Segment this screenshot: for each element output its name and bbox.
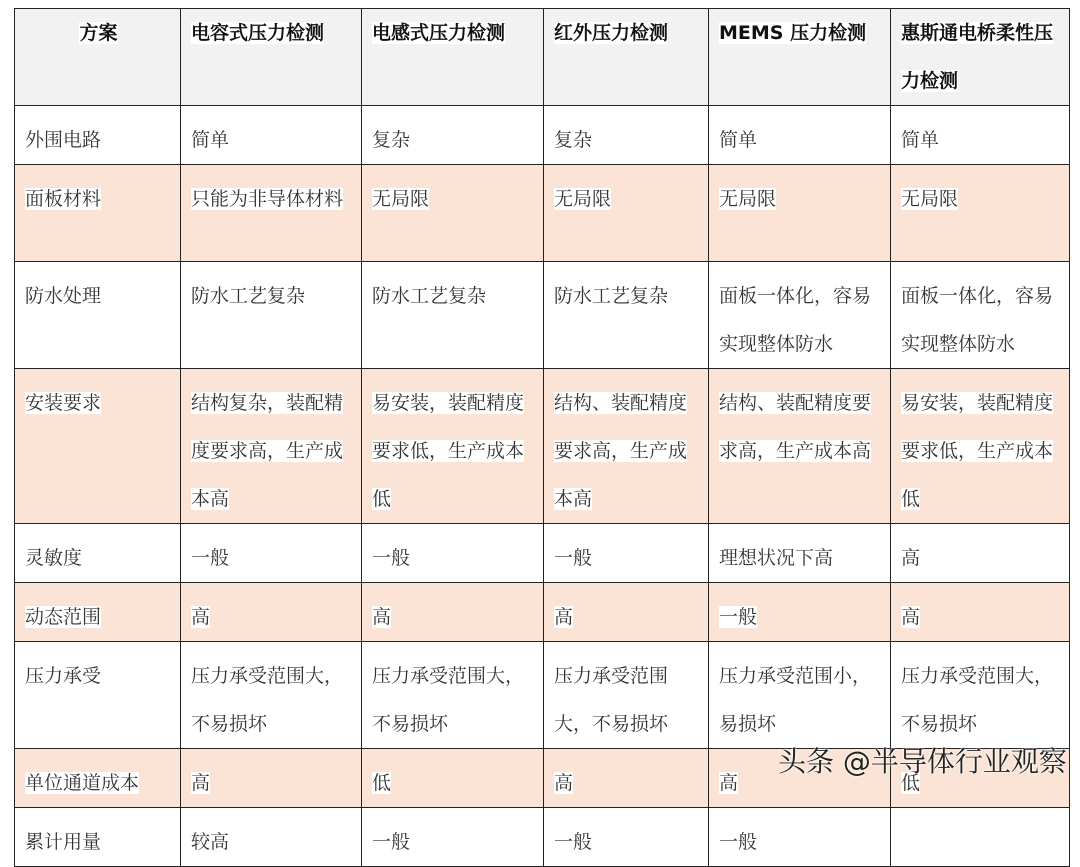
cell-text: 一般 bbox=[191, 547, 230, 569]
table-cell bbox=[891, 642, 1070, 749]
cell-text: 无局限 bbox=[554, 188, 612, 210]
cell-text: 复杂 bbox=[372, 129, 411, 151]
table-cell bbox=[181, 106, 362, 165]
table-cell bbox=[709, 165, 891, 262]
cell-text: 外围电路 bbox=[25, 129, 102, 151]
row-label-cell bbox=[15, 808, 181, 867]
table-cell bbox=[891, 165, 1070, 262]
table-row bbox=[15, 369, 1070, 524]
comparison-table bbox=[14, 8, 1070, 867]
cell-text: 高 bbox=[719, 772, 739, 794]
cell-text: 结构、装配精度要求高，生产成本高 bbox=[554, 392, 688, 510]
row-label-cell bbox=[15, 262, 181, 369]
table-cell bbox=[709, 642, 891, 749]
row-label-cell bbox=[15, 642, 181, 749]
cell-text: 一般 bbox=[554, 831, 593, 853]
cell-text: 电容式压力检测 bbox=[191, 22, 325, 44]
cell-text: 高 bbox=[901, 606, 921, 628]
table-row bbox=[15, 106, 1070, 165]
cell-text: 易安装，装配精度要求低，生产成本低 bbox=[901, 392, 1054, 510]
cell-text: 方案 bbox=[79, 22, 118, 44]
table-cell bbox=[181, 642, 362, 749]
table-cell bbox=[362, 524, 544, 583]
cell-text: 面板一体化，容易实现整体防水 bbox=[901, 285, 1054, 355]
header-cell bbox=[709, 9, 891, 106]
cell-text: 一般 bbox=[719, 606, 758, 628]
table-row bbox=[15, 262, 1070, 369]
cell-text: 压力承受范围大，不易损坏 bbox=[901, 665, 1054, 735]
cell-text: 简单 bbox=[191, 129, 230, 151]
cell-text: 简单 bbox=[719, 129, 758, 151]
table-cell bbox=[181, 749, 362, 808]
cell-text: 灵敏度 bbox=[25, 547, 83, 569]
cell-text: 安装要求 bbox=[25, 392, 102, 414]
table-cell bbox=[544, 165, 709, 262]
cell-text: 结构、装配精度要求高，生产成本高 bbox=[719, 392, 872, 462]
table-cell bbox=[362, 262, 544, 369]
cell-text: 面板材料 bbox=[25, 188, 102, 210]
cell-text: 单位通道成本 bbox=[25, 772, 140, 794]
cell-text: 压力承受 bbox=[25, 665, 102, 687]
cell-text: 无局限 bbox=[901, 188, 959, 210]
table-cell bbox=[709, 106, 891, 165]
table-cell bbox=[181, 369, 362, 524]
cell-text: 红外压力检测 bbox=[554, 22, 669, 44]
cell-text: 防水处理 bbox=[25, 285, 102, 307]
header-cell bbox=[891, 9, 1070, 106]
cell-text: 防水工艺复杂 bbox=[554, 285, 669, 307]
table-cell bbox=[544, 808, 709, 867]
table-row bbox=[15, 642, 1070, 749]
table-cell bbox=[181, 808, 362, 867]
cell-text: 低 bbox=[901, 772, 921, 794]
table-cell bbox=[544, 749, 709, 808]
cell-text: 易安装，装配精度要求低，生产成本低 bbox=[372, 392, 525, 510]
cell-text: 复杂 bbox=[554, 129, 593, 151]
table-cell bbox=[362, 642, 544, 749]
table-row bbox=[15, 583, 1070, 642]
cell-text: 高 bbox=[901, 547, 921, 569]
table-cell bbox=[891, 369, 1070, 524]
table-cell bbox=[544, 642, 709, 749]
cell-text: 无局限 bbox=[372, 188, 430, 210]
table-row bbox=[15, 808, 1070, 867]
table-cell bbox=[181, 524, 362, 583]
table-cell bbox=[544, 369, 709, 524]
header-cell bbox=[181, 9, 362, 106]
table-row bbox=[15, 165, 1070, 262]
table-cell bbox=[362, 749, 544, 808]
cell-text: 面板一体化，容易实现整体防水 bbox=[719, 285, 872, 355]
header-cell bbox=[362, 9, 544, 106]
table-cell bbox=[544, 262, 709, 369]
header-row bbox=[15, 9, 1070, 106]
cell-text: 压力承受范围大，不易损坏 bbox=[191, 665, 344, 735]
table-cell bbox=[709, 262, 891, 369]
cell-text: 防水工艺复杂 bbox=[372, 285, 487, 307]
table-cell bbox=[709, 524, 891, 583]
table-cell bbox=[544, 524, 709, 583]
cell-text: 结构复杂，装配精度要求高，生产成本高 bbox=[191, 392, 344, 510]
row-label-cell bbox=[15, 165, 181, 262]
cell-text: 一般 bbox=[554, 547, 593, 569]
cell-text: 较高 bbox=[191, 831, 230, 853]
cell-text: 一般 bbox=[719, 831, 758, 853]
row-label-cell bbox=[15, 106, 181, 165]
row-label-cell bbox=[15, 583, 181, 642]
cell-text: 简单 bbox=[901, 129, 940, 151]
table-cell bbox=[891, 106, 1070, 165]
table-cell bbox=[362, 369, 544, 524]
table-cell bbox=[362, 808, 544, 867]
header-cell bbox=[15, 9, 181, 106]
cell-text: 一般 bbox=[372, 831, 411, 853]
cell-text: 电感式压力检测 bbox=[372, 22, 506, 44]
table-cell bbox=[891, 524, 1070, 583]
table-cell bbox=[362, 165, 544, 262]
cell-text: 一般 bbox=[372, 547, 411, 569]
cell-text: 高 bbox=[372, 606, 392, 628]
cell-text: 压力承受范围大，不易损坏 bbox=[554, 665, 669, 735]
table-cell bbox=[709, 808, 891, 867]
row-label-cell bbox=[15, 749, 181, 808]
table-cell bbox=[544, 106, 709, 165]
cell-text: 压力承受范围大，不易损坏 bbox=[372, 665, 525, 735]
cell-text: 高 bbox=[554, 606, 574, 628]
cell-text: 低 bbox=[372, 772, 392, 794]
table-cell bbox=[544, 583, 709, 642]
cell-text: 无局限 bbox=[719, 188, 777, 210]
table-cell bbox=[362, 583, 544, 642]
table-cell bbox=[709, 369, 891, 524]
row-label-cell bbox=[15, 524, 181, 583]
cell-text: 动态范围 bbox=[25, 606, 102, 628]
row-label-cell bbox=[15, 369, 181, 524]
table-cell bbox=[891, 808, 1070, 867]
cell-text: 理想状况下高 bbox=[719, 547, 834, 569]
table-cell bbox=[709, 583, 891, 642]
table-cell bbox=[891, 583, 1070, 642]
cell-text: 高 bbox=[554, 772, 574, 794]
cell-text: 惠斯通电桥柔性压力检测 bbox=[901, 22, 1054, 92]
cell-text: 只能为非导体材料 bbox=[191, 188, 344, 210]
table-cell bbox=[362, 106, 544, 165]
cell-text: 累计用量 bbox=[25, 831, 102, 853]
table-row bbox=[15, 524, 1070, 583]
table-cell bbox=[181, 262, 362, 369]
watermark: 头条 @半导体行业观察 bbox=[778, 745, 1067, 778]
cell-text: 压力承受范围小，易损坏 bbox=[719, 665, 872, 735]
cell-text: 高 bbox=[191, 772, 211, 794]
table-cell bbox=[181, 583, 362, 642]
table-cell bbox=[891, 262, 1070, 369]
header-cell bbox=[544, 9, 709, 106]
cell-text: 防水工艺复杂 bbox=[191, 285, 306, 307]
cell-text: 高 bbox=[191, 606, 211, 628]
cell-text: MEMS 压力检测 bbox=[719, 22, 867, 44]
table-cell bbox=[181, 165, 362, 262]
